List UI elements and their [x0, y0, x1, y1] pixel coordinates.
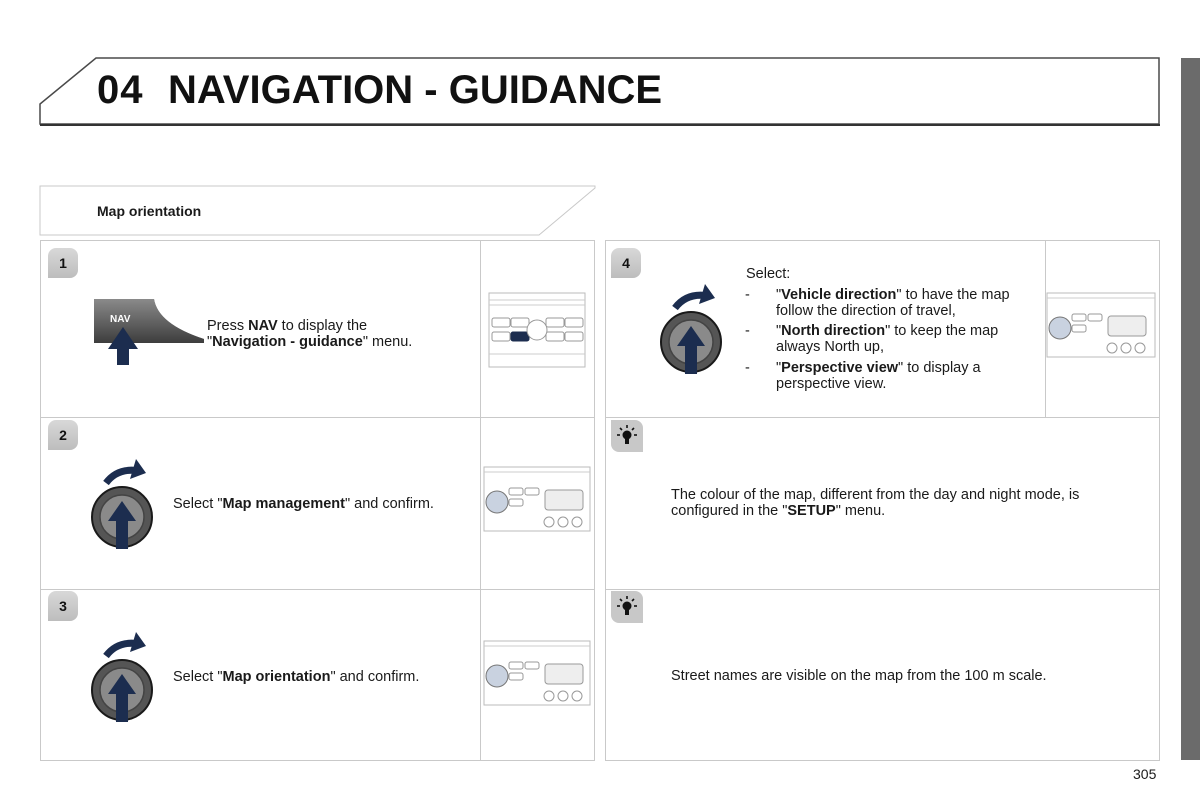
chapter-side-tab [1181, 58, 1200, 760]
nav-button-label: NAV [110, 314, 131, 325]
step-1-text: Press NAV to display the "Navigation - guidance" menu. [207, 318, 413, 350]
page-number: 305 [1133, 766, 1157, 782]
nav-button-illustration [90, 295, 210, 370]
section-banner [0, 0, 620, 245]
lamp-icon [611, 420, 643, 452]
step-3-text: Select "Map orientation" and confirm. [173, 669, 420, 685]
tip-2-text: Street names are visible on the map from the 100 m scale. [671, 668, 1047, 684]
image-column-divider [480, 241, 481, 760]
section-title: Map orientation [97, 203, 202, 219]
control-panel-illustration [483, 466, 593, 534]
chapter-number: 04 [97, 68, 144, 112]
step-2-text: Select "Map management" and confirm. [173, 496, 434, 512]
rotary-knob-illustration [88, 455, 160, 553]
lamp-icon [611, 591, 643, 623]
step-badge-3: 3 [48, 591, 78, 621]
radio-faceplate-illustration [488, 292, 586, 368]
control-panel-illustration [483, 640, 593, 708]
rotary-knob-illustration [657, 280, 729, 378]
step-4-intro: Select: [746, 266, 791, 282]
rotary-knob-illustration [88, 628, 160, 726]
chapter-title: NAVIGATION - GUIDANCE [168, 68, 663, 112]
step-badge-2: 2 [48, 420, 78, 450]
step-badge-4: 4 [611, 248, 641, 278]
step-badge-1: 1 [48, 248, 78, 278]
tip-1-text: The colour of the map, different from the day and night mode, is configured in the "SETUP" menu. [671, 487, 1080, 519]
control-panel-illustration [1046, 292, 1158, 360]
